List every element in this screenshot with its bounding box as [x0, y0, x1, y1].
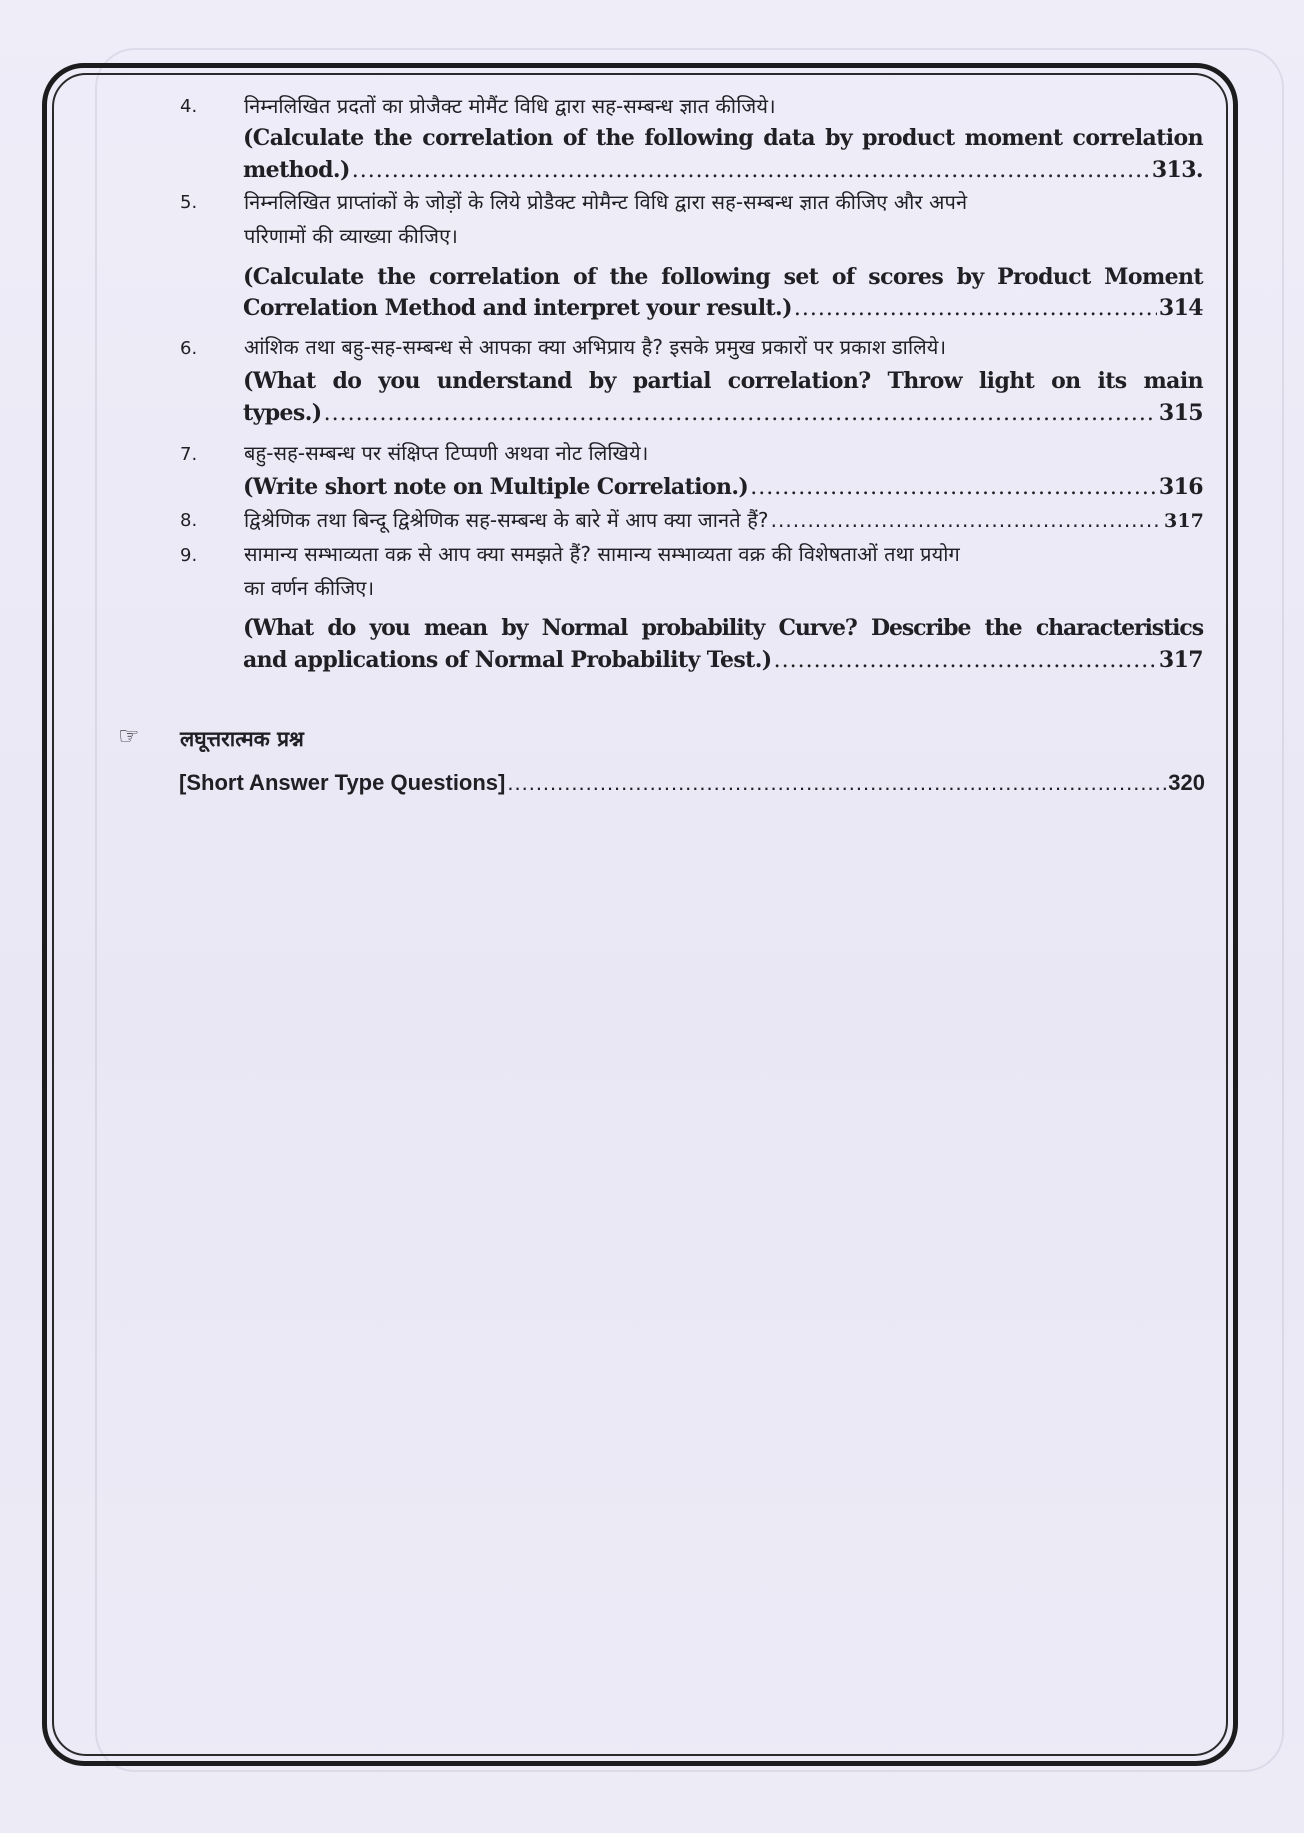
- question-hindi-leader-line: [244, 506, 1204, 533]
- question-english-leader-line: [243, 474, 1203, 500]
- question-english-line: (Calculate the correlation of the following data by product moment correlation: [243, 125, 1203, 151]
- page-frame-inner-border: [52, 73, 1228, 1756]
- question-hindi-line: सामान्य सम्भाव्यता वक्र से आप क्या समझते हैं? सामान्य सम्भाव्यता वक्र की विशेषताओं तथा प्रयोग: [244, 542, 960, 566]
- section-title-english: [Short Answer Type Questions]: [179, 770, 506, 795]
- section-title-english-leader-line: [179, 770, 1205, 796]
- question-english-leader-line: [243, 295, 1203, 321]
- question-english-line: Correlation Method and interpret your result.): [243, 295, 792, 321]
- question-hindi-line: निम्नलिखित प्राप्तांकों के जोड़ों के लिये प्रोडैक्ट मोमैन्ट विधि द्वारा सह-सम्बन्ध ज्ञात कीजिए और अपने: [244, 190, 968, 214]
- page-number: 313.: [1151, 157, 1203, 183]
- page-number: 317: [1158, 647, 1203, 673]
- question-english-line: (What do you understand by partial correlation? Throw light on its main: [243, 368, 1203, 394]
- dot-leader: [774, 648, 1157, 673]
- question-number: 7.: [180, 444, 198, 465]
- question-number: 8.: [180, 510, 198, 531]
- question-hindi-line: आंशिक तथा बहु-सह-सम्बन्ध से आपका क्या अभिप्राय है? इसके प्रमुख प्रकारों पर प्रकाश डालिये।: [244, 335, 947, 359]
- question-english-leader-line: [243, 400, 1203, 426]
- question-english-line: (Calculate the correlation of the following set of scores by Product Moment: [243, 264, 1203, 290]
- dot-leader: [771, 508, 1162, 532]
- question-hindi-line: बहु-सह-सम्बन्ध पर संक्षिप्त टिप्पणी अथवा नोट लिखिये।: [244, 441, 649, 465]
- dot-leader: [324, 401, 1157, 426]
- dot-leader: [352, 158, 1150, 183]
- question-hindi-line: द्विश्रेणिक तथा बिन्दू द्विश्रेणिक सह-सम्बन्ध के बारे में आप क्या जानते हैं?: [244, 508, 769, 532]
- question-english-line: and applications of Normal Probability Test.): [243, 647, 772, 673]
- page-number: 317: [1164, 510, 1204, 532]
- page-number: 320: [1168, 770, 1205, 795]
- question-number: 9.: [180, 545, 198, 566]
- question-english-leader-line: [243, 647, 1203, 673]
- question-english-line: (What do you mean by Normal probability Curve? Describe the characteristics: [243, 615, 1203, 641]
- page-number: 315: [1158, 400, 1203, 426]
- question-hindi-line: का वर्णन कीजिए।: [244, 576, 375, 600]
- question-english-line: types.): [243, 400, 322, 426]
- dot-leader: [794, 296, 1157, 321]
- pointing-hand-icon: ☞: [118, 722, 140, 750]
- question-english-line: method.): [243, 157, 350, 183]
- question-number: 5.: [180, 192, 198, 213]
- dot-leader: [750, 475, 1157, 500]
- question-number: 4.: [180, 96, 198, 117]
- page-number: 316: [1158, 474, 1203, 500]
- question-hindi-line: परिणामों की व्याख्या कीजिए।: [244, 224, 458, 248]
- page-number: 314: [1158, 295, 1203, 321]
- dot-leader: [507, 770, 1166, 796]
- section-title-hindi: लघूत्तरात्मक प्रश्न: [180, 727, 304, 751]
- question-english-line: (Write short note on Multiple Correlation.): [243, 474, 749, 500]
- question-hindi-line: निम्नलिखित प्रदतों का प्रोजैक्ट मोमैंट विधि द्वारा सह-सम्बन्ध ज्ञात कीजिये।: [244, 94, 776, 118]
- question-english-leader-line: [243, 157, 1203, 183]
- question-number: 6.: [180, 338, 198, 359]
